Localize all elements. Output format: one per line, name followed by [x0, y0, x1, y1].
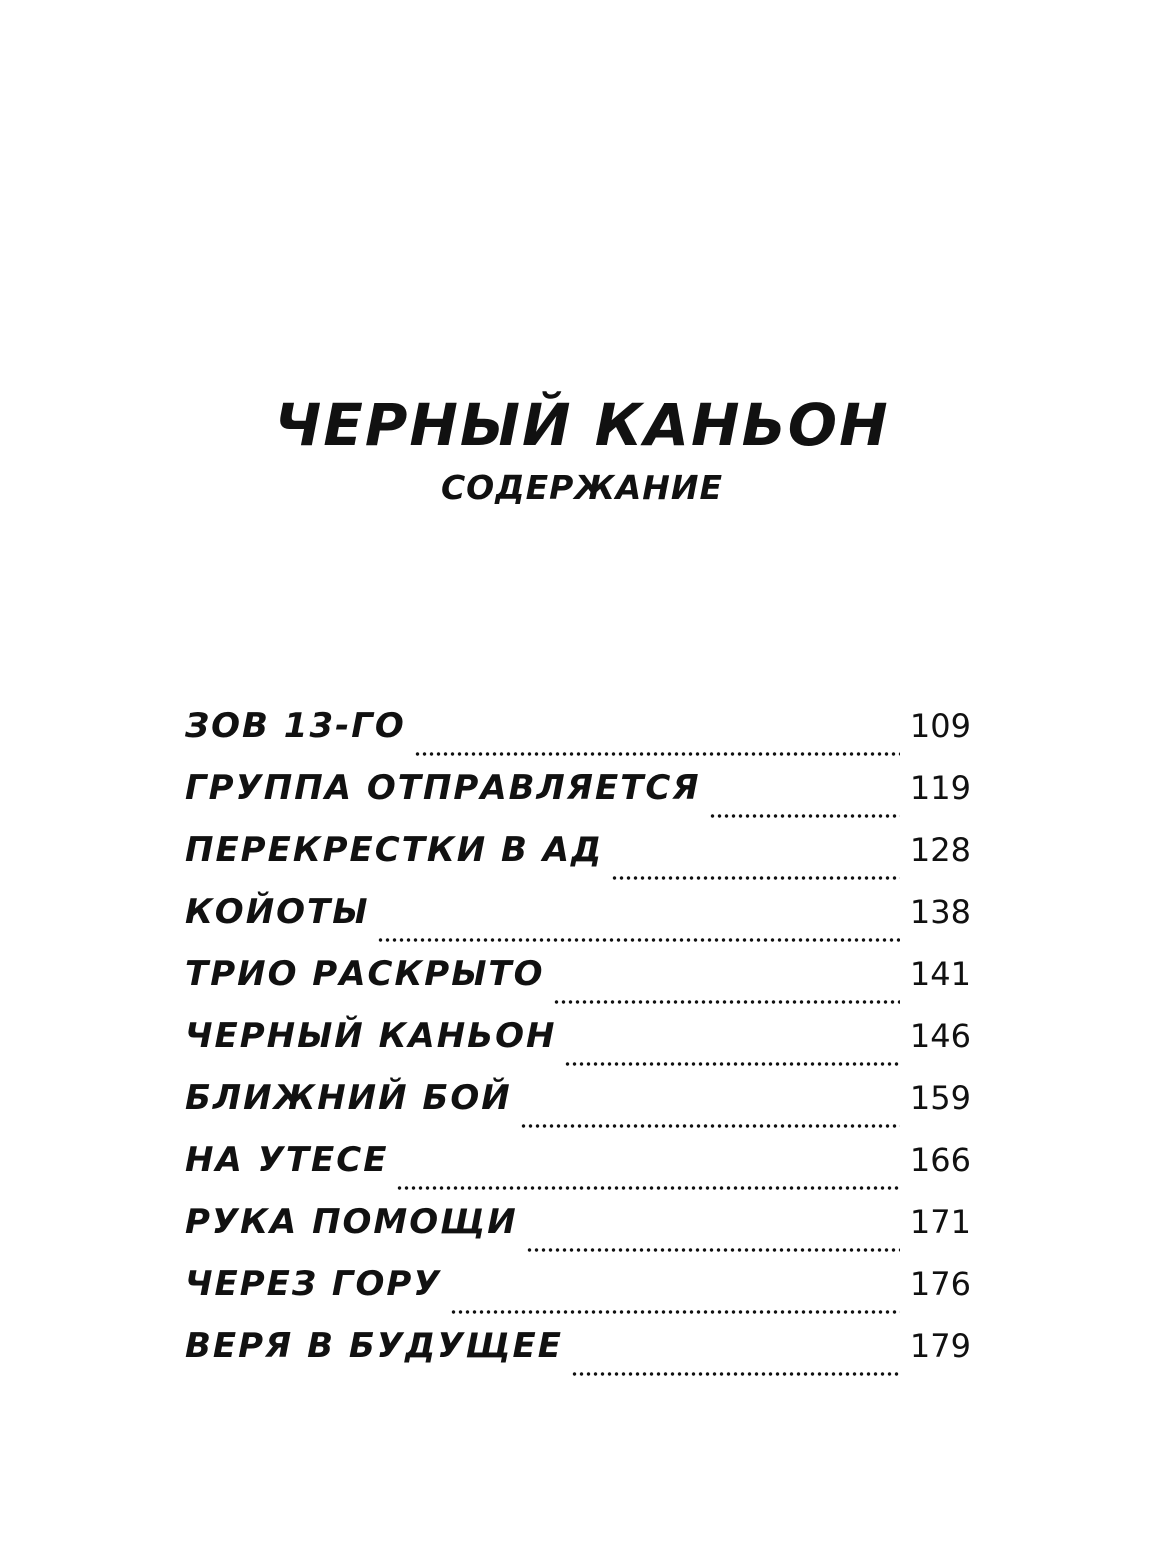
toc-entry	[185, 767, 971, 829]
toc-entry-page: 119	[909, 769, 971, 807]
toc-entry-page: 171	[909, 1203, 971, 1241]
toc-entry	[185, 891, 971, 953]
toc-entry-page: 138	[909, 893, 971, 931]
toc-entry-title: ЧЕРНЫЙ КАНЬОН	[185, 1016, 557, 1056]
toc-entry	[185, 1015, 971, 1077]
toc-entry-page: 179	[909, 1327, 971, 1365]
toc-entry-page: 176	[909, 1265, 971, 1303]
toc-entry-page: 109	[909, 707, 971, 745]
toc-leader-dots	[450, 1309, 900, 1315]
toc-entry-title: ПЕРЕКРЕСТКИ В АД	[185, 830, 604, 870]
toc-leader-dots	[396, 1185, 900, 1191]
page-subtitle: СОДЕРЖАНИЕ	[440, 468, 724, 507]
toc-entry-page: 141	[909, 955, 971, 993]
toc-leader-dots	[414, 751, 900, 757]
toc-entry	[185, 1201, 971, 1263]
toc-entry-title: РУКА ПОМОЩИ	[185, 1202, 518, 1242]
toc-entry-title: ТРИО РАСКРЫТО	[185, 954, 545, 994]
toc-entry	[185, 1077, 971, 1139]
toc-entry-page: 128	[909, 831, 971, 869]
toc-leader-dots	[571, 1371, 900, 1377]
toc-leader-dots	[709, 813, 900, 819]
toc-leader-dots	[553, 999, 900, 1005]
toc-entry	[185, 705, 971, 767]
toc-entry-page: 146	[909, 1017, 971, 1055]
toc-entry-title: ГРУППА ОТПРАВЛЯЕТСЯ	[185, 768, 701, 808]
table-of-contents	[185, 705, 971, 1387]
toc-entry	[185, 829, 971, 891]
toc-leader-dots	[520, 1123, 900, 1129]
toc-leader-dots	[377, 937, 899, 943]
toc-entry	[185, 1263, 971, 1325]
toc-entry-title: БЛИЖНИЙ БОЙ	[185, 1078, 512, 1118]
toc-entry-title: НА УТЕСЕ	[185, 1140, 389, 1180]
toc-entry	[185, 1325, 971, 1387]
toc-entry-page: 166	[909, 1141, 971, 1179]
toc-entry	[185, 1139, 971, 1201]
toc-entry-title: ЧЕРЕЗ ГОРУ	[185, 1264, 442, 1304]
toc-entry-title: ВЕРЯ В БУДУЩЕЕ	[185, 1326, 563, 1366]
toc-entry-title: ЗОВ 13-ГО	[185, 706, 406, 746]
toc-leader-dots	[611, 875, 900, 881]
toc-leader-dots	[526, 1247, 900, 1253]
toc-entry-page: 159	[909, 1079, 971, 1117]
toc-leader-dots	[564, 1061, 899, 1067]
toc-entry-title: КОЙОТЫ	[185, 892, 370, 932]
page-title: ЧЕРНЫЙ КАНЬОН	[274, 391, 890, 459]
toc-entry	[185, 953, 971, 1015]
